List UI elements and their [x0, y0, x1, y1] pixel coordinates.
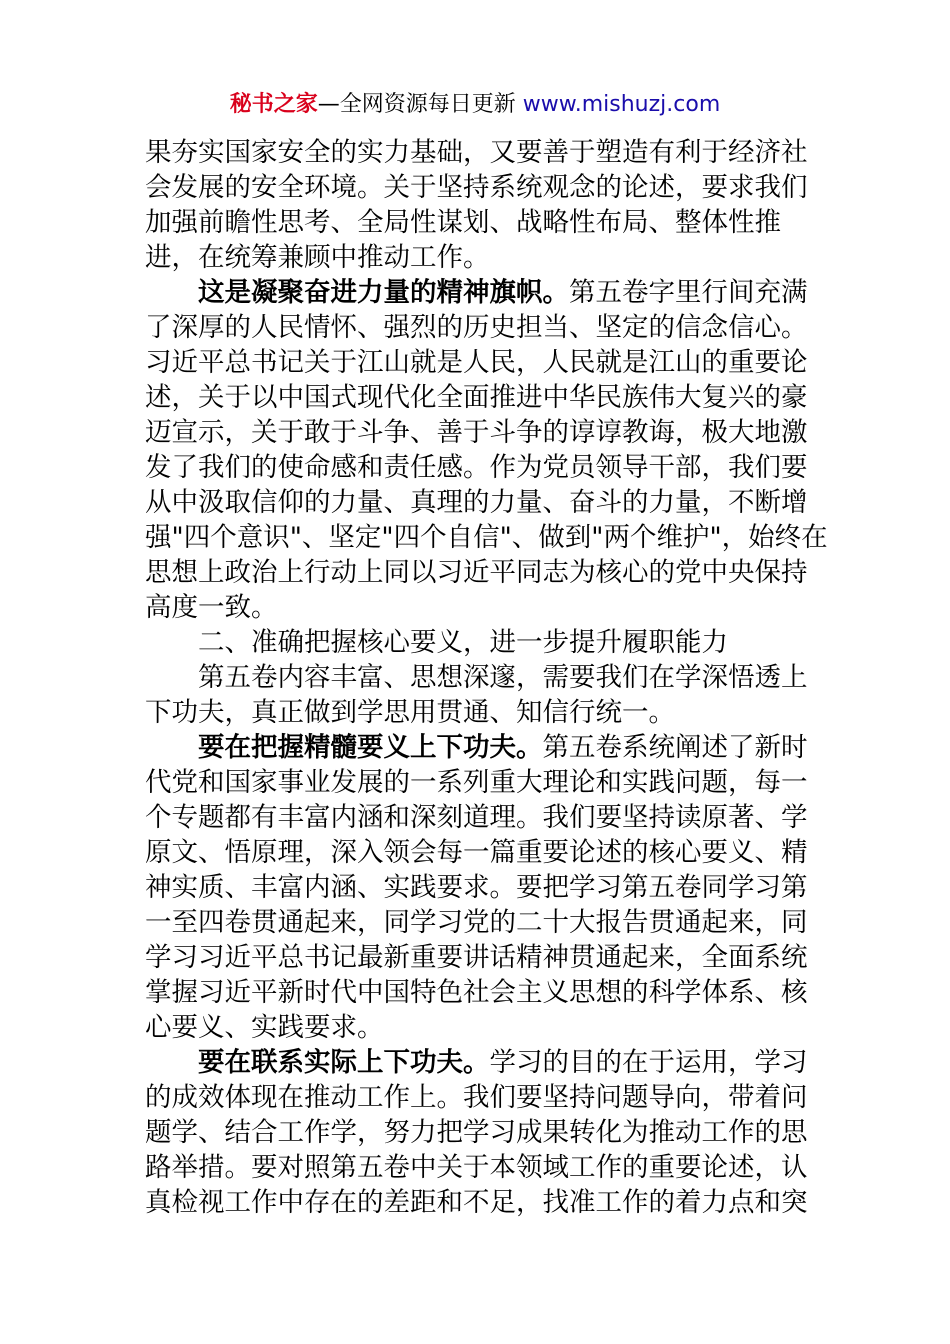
- text-line: [145, 310, 810, 345]
- text-line: [145, 1045, 810, 1080]
- line-text: 进，在统筹兼顾中推动工作。: [145, 242, 490, 273]
- site-url-link[interactable]: www.mishuzj.com: [515, 92, 721, 117]
- text-line: [145, 765, 810, 800]
- text-line: [145, 590, 810, 625]
- line-text: 第五卷字里行间充满: [569, 277, 808, 308]
- line-text: 心要义、实践要求。: [145, 1012, 384, 1043]
- line-text: 思想上政治上行动上同以习近平同志为核心的党中央保持: [145, 557, 808, 588]
- line-text: 神实质、丰富内涵、实践要求。要把学习第五卷同学习第: [145, 872, 808, 903]
- line-text: 的成效体现在推动工作上。我们要坚持问题导向，带着问: [145, 1082, 808, 1113]
- text-line: [145, 905, 810, 940]
- line-text: 高度一致。: [145, 592, 278, 623]
- text-line: [145, 1010, 810, 1045]
- brand-name: 秘书之家: [229, 92, 318, 117]
- line-text: 下功夫，真正做到学思用贯通、知信行统一。: [145, 697, 675, 728]
- text-line: [145, 940, 810, 975]
- text-line: [145, 380, 810, 415]
- text-line: [145, 485, 810, 520]
- text-line: [145, 660, 810, 695]
- text-line: [145, 275, 810, 310]
- line-text: 二、准确把握核心要义，进一步提升履职能力: [198, 627, 728, 658]
- line-text: 一至四卷贯通起来，同学习党的二十大报告贯通起来，同: [145, 907, 808, 938]
- line-text: 了深厚的人民情怀、强烈的历史担当、坚定的信念信心。: [145, 312, 808, 343]
- line-text: 习近平总书记关于江山就是人民，人民就是江山的重要论: [145, 347, 808, 378]
- text-line: [145, 800, 810, 835]
- line-text: 发了我们的使命感和责任感。作为党员领导干部，我们要: [145, 452, 808, 483]
- text-line: [145, 205, 810, 240]
- line-text: 从中汲取信仰的力量、真理的力量、奋斗的力量，不断增: [145, 487, 808, 518]
- text-line: [145, 1080, 810, 1115]
- text-line: [145, 870, 810, 905]
- text-line: [145, 695, 810, 730]
- line-text: 掌握习近平新时代中国特色社会主义思想的科学体系、核: [145, 977, 808, 1008]
- text-line: [145, 135, 810, 170]
- text-line: [145, 415, 810, 450]
- line-text: 第五卷内容丰富、思想深邃，需要我们在学深悟透上: [198, 662, 808, 693]
- line-text: 代党和国家事业发展的一系列重大理论和实践问题，每一: [145, 767, 808, 798]
- text-line: [145, 450, 810, 485]
- bold-lead-sentence: 要在联系实际上下功夫。: [198, 1047, 490, 1078]
- header-tagline: —全网资源每日更新: [317, 92, 516, 117]
- bold-lead-sentence: 要在把握精髓要义上下功夫。: [198, 732, 543, 763]
- text-line: [145, 520, 828, 555]
- text-line: [145, 1115, 810, 1150]
- line-text: 强"四个意识"、坚定"四个自信"、做到"两个维护"，始终在: [145, 522, 828, 553]
- text-line: [145, 1150, 810, 1185]
- line-text: 第五卷系统阐述了新时: [542, 732, 808, 763]
- text-line: [145, 345, 810, 380]
- line-text: 学习的目的在于运用，学习: [489, 1047, 808, 1078]
- page-header: [0, 90, 950, 120]
- bold-lead-sentence: 这是凝聚奋进力量的精神旗帜。: [198, 277, 569, 308]
- line-text: 个专题都有丰富内涵和深刻道理。我们要坚持读原著、学: [145, 802, 808, 833]
- text-line: [145, 730, 810, 765]
- line-text: 原文、悟原理，深入领会每一篇重要论述的核心要义、精: [145, 837, 808, 868]
- text-line: [145, 1185, 810, 1220]
- line-text: 真检视工作中存在的差距和不足，找准工作的着力点和突: [145, 1187, 808, 1218]
- text-line: [145, 835, 810, 870]
- text-line: [145, 555, 810, 590]
- text-line: [145, 170, 810, 205]
- line-text: 会发展的安全环境。关于坚持系统观念的论述，要求我们: [145, 172, 808, 203]
- line-text: 学习习近平总书记最新重要讲话精神贯通起来，全面系统: [145, 942, 808, 973]
- text-line: [145, 240, 810, 275]
- line-text: 路举措。要对照第五卷中关于本领域工作的重要论述，认: [145, 1152, 808, 1183]
- text-line: [145, 625, 810, 660]
- line-text: 果夯实国家安全的实力基础，又要善于塑造有利于经济社: [145, 137, 808, 168]
- line-text: 述，关于以中国式现代化全面推进中华民族伟大复兴的豪: [145, 382, 808, 413]
- text-line: [145, 975, 810, 1010]
- document-body: [145, 135, 828, 1220]
- line-text: 迈宣示，关于敢于斗争、善于斗争的谆谆教诲，极大地激: [145, 417, 808, 448]
- line-text: 题学、结合工作学，努力把学习成果转化为推动工作的思: [145, 1117, 808, 1148]
- line-text: 加强前瞻性思考、全局性谋划、战略性布局、整体性推: [145, 207, 781, 238]
